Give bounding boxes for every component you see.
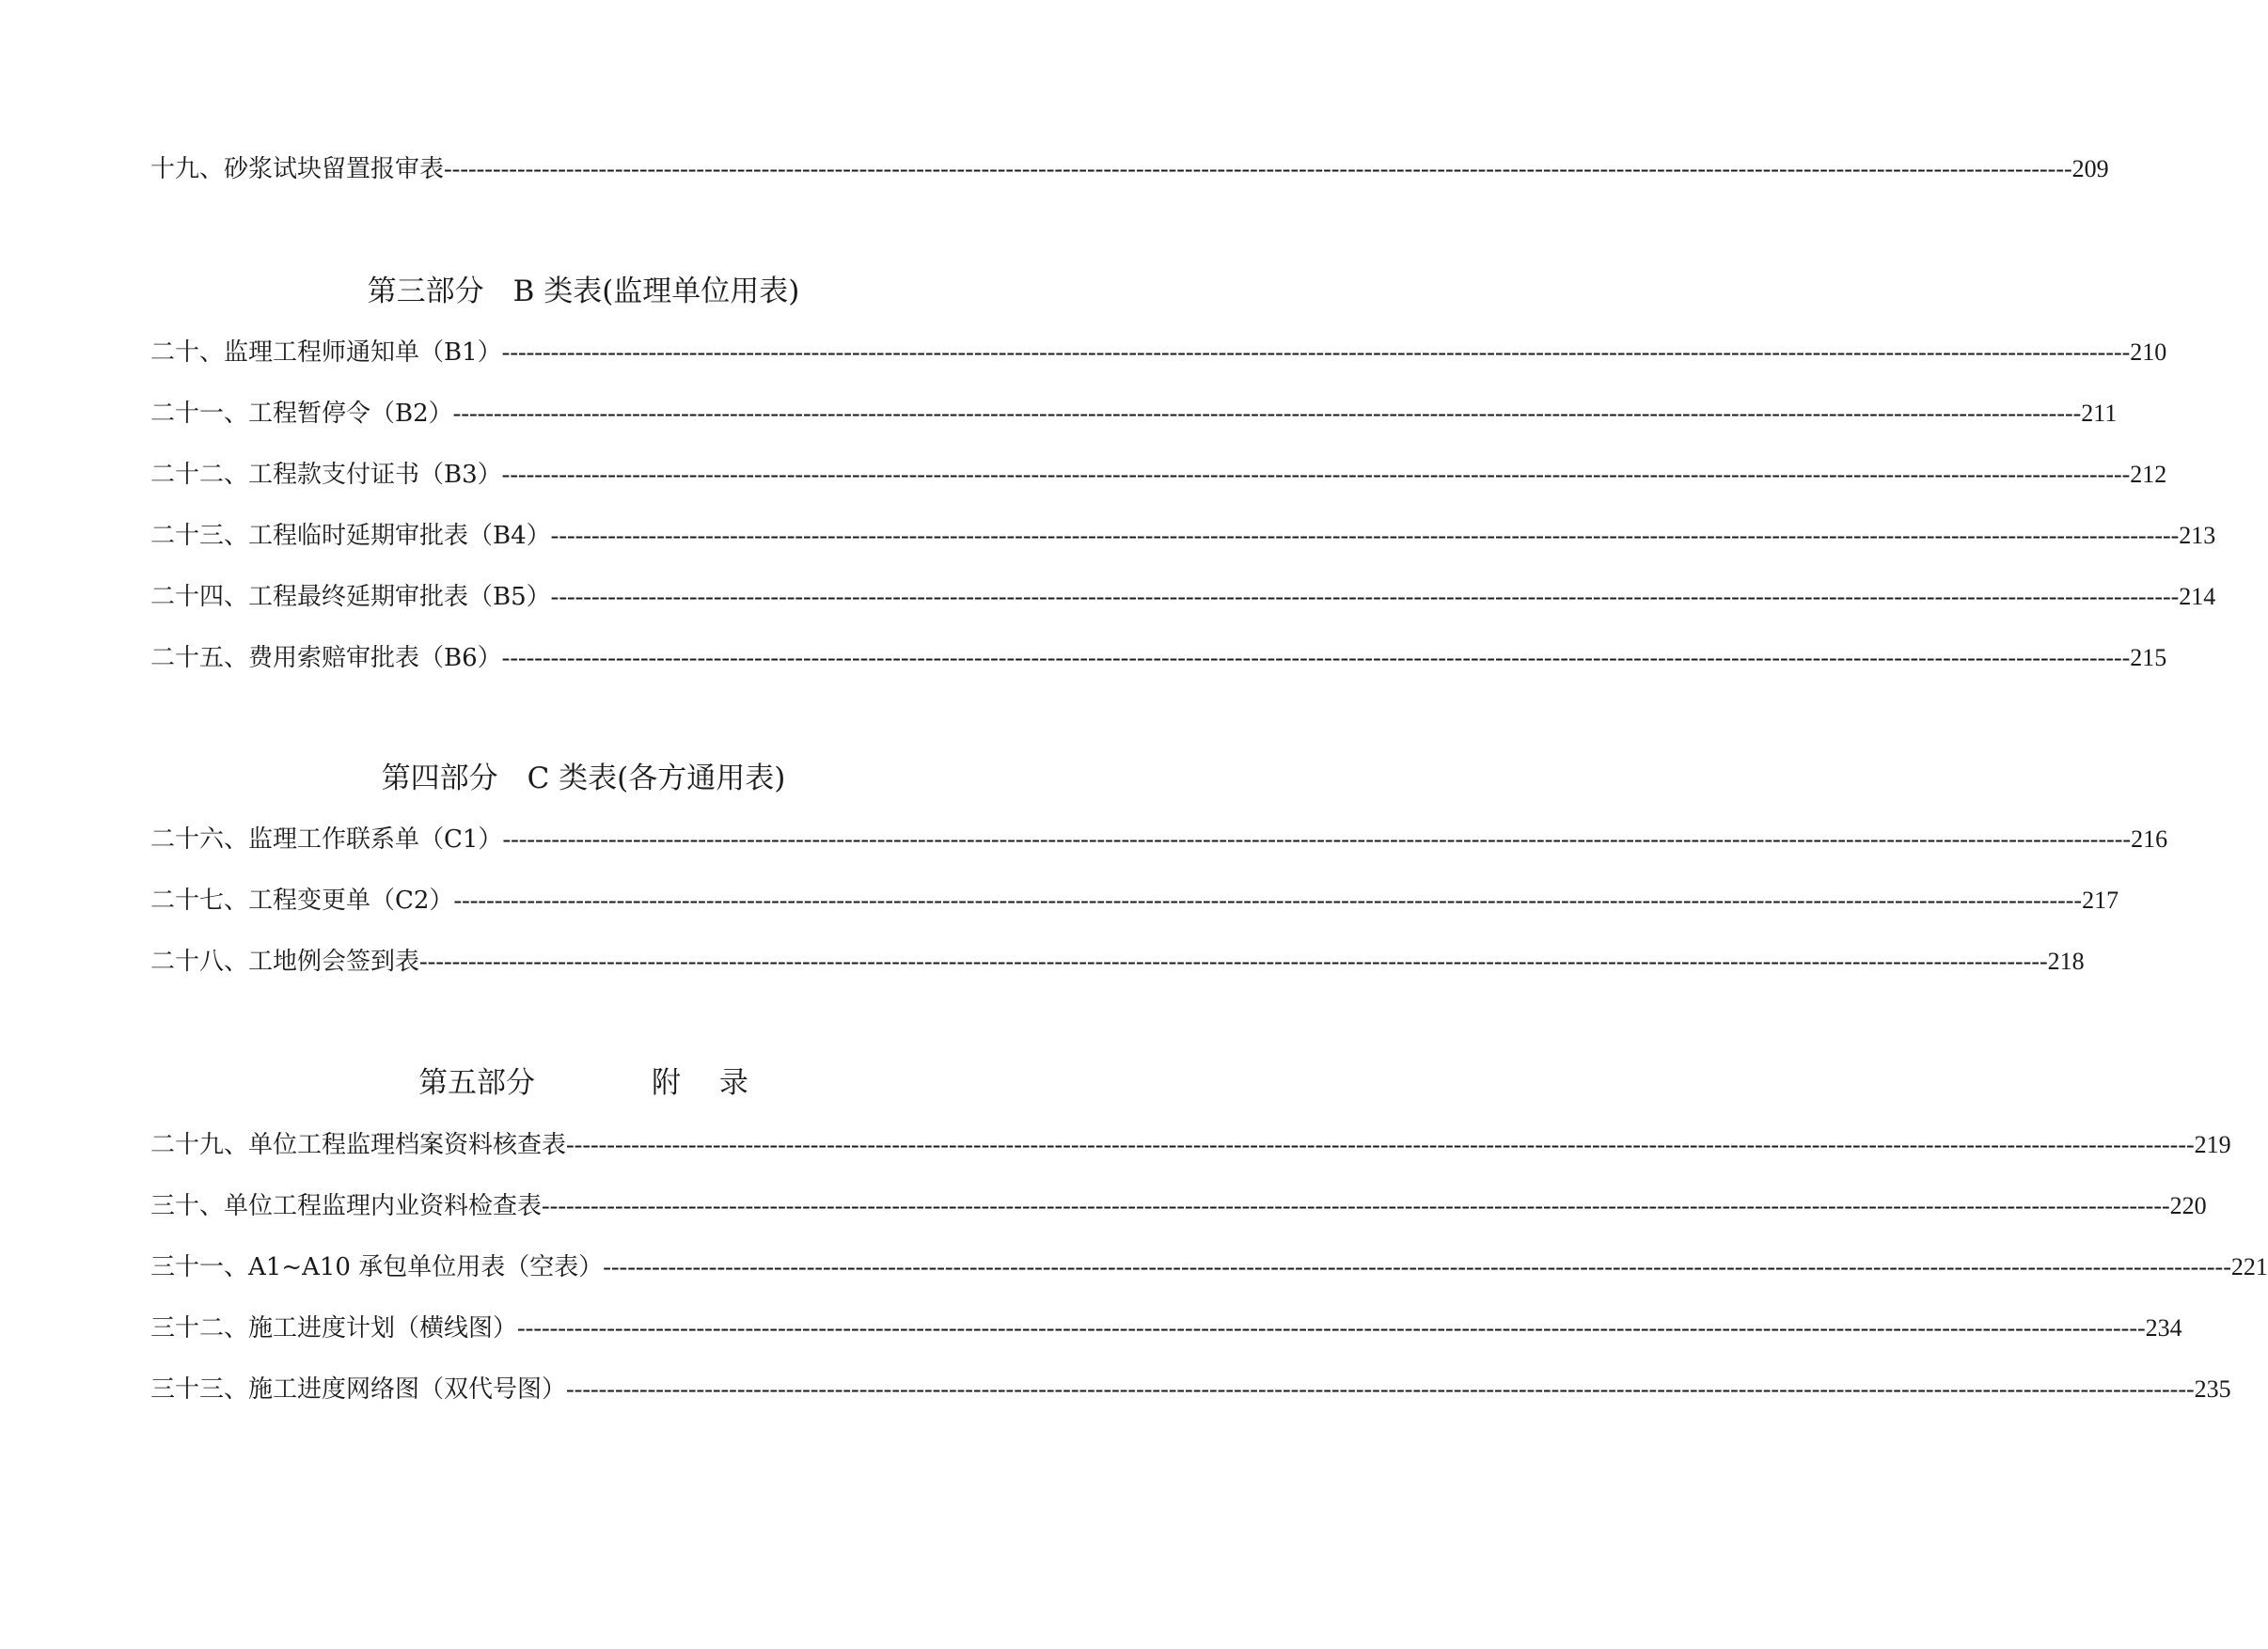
toc-entry-20 — [150, 334, 2167, 371]
toc-entry-title: 二十六、监理工作联系单（C1） — [150, 825, 503, 854]
toc-leader: -------------------------------------------------------------------------------------------------------------------------------------------------------------------------------------------------------- — [501, 461, 2131, 488]
toc-leader: -------------------------------------------------------------------------------------------------------------------------------------------------------------------------------------------------------- — [502, 825, 2132, 853]
toc-entry-19 — [150, 150, 2109, 188]
toc-entry-title: 三十三、施工进度网络图（双代号图） — [150, 1375, 567, 1404]
section-heading-c: 第四部分 C 类表(各方通用表) — [381, 762, 786, 795]
toc-entry-page: 212 — [2130, 461, 2167, 488]
toc-entry-31 — [150, 1249, 2268, 1286]
toc-entry-33 — [150, 1371, 2231, 1408]
toc-entry-23 — [150, 517, 2216, 555]
toc-entry-page: 218 — [2047, 948, 2085, 975]
toc-leader: -------------------------------------------------------------------------------------------------------------------------------------------------------------------------------------------------------- — [566, 1375, 2195, 1403]
toc-entry-title: 二十一、工程暂停令（B2） — [150, 400, 453, 428]
toc-entry-30 — [150, 1187, 2207, 1225]
toc-leader: -------------------------------------------------------------------------------------------------------------------------------------------------------------------------------------------------------- — [566, 1131, 2195, 1158]
toc-entry-title: 二十三、工程临时延期审批表（B4） — [150, 522, 551, 550]
toc-entry-title: 二十、监理工程师通知单（B1） — [150, 338, 502, 367]
toc-entry-title: 二十九、单位工程监理档案资料核查表 — [150, 1131, 567, 1159]
toc-entry-22 — [150, 456, 2167, 494]
toc-entry-27 — [150, 882, 2119, 919]
toc-entry-title: 二十二、工程款支付证书（B3） — [150, 461, 502, 489]
toc-entry-page: 220 — [2169, 1192, 2207, 1219]
toc-leader: -------------------------------------------------------------------------------------------------------------------------------------------------------------------------------------------------------- — [517, 1314, 2146, 1342]
toc-leader: -------------------------------------------------------------------------------------------------------------------------------------------------------------------------------------------------------- — [501, 338, 2131, 366]
toc-entry-page: 215 — [2130, 644, 2167, 671]
toc-entry-page: 216 — [2131, 825, 2168, 853]
toc-entry-page: 211 — [2081, 400, 2118, 427]
toc-leader: -------------------------------------------------------------------------------------------------------------------------------------------------------------------------------------------------------- — [501, 644, 2131, 671]
toc-entry-title: 三十、单位工程监理内业资料检查表 — [150, 1192, 543, 1220]
toc-leader: -------------------------------------------------------------------------------------------------------------------------------------------------------------------------------------------------------- — [542, 1192, 2170, 1219]
section-heading-appendix: 第五部分 附 录 — [418, 1066, 748, 1100]
toc-entry-32 — [150, 1310, 2182, 1347]
section-heading-b: 第三部分 B 类表(监理单位用表) — [367, 275, 800, 308]
toc-entry-page: 217 — [2082, 887, 2119, 914]
toc-leader: -------------------------------------------------------------------------------------------------------------------------------------------------------------------------------------------------------- — [550, 522, 2180, 549]
toc-entry-page: 219 — [2194, 1131, 2231, 1158]
toc-entry-28 — [150, 943, 2085, 981]
toc-entry-title: 二十七、工程变更单（C2） — [150, 887, 454, 915]
toc-entry-title: 二十四、工程最终延期审批表（B5） — [150, 583, 551, 611]
toc-entry-page: 213 — [2179, 522, 2216, 549]
toc-leader: -------------------------------------------------------------------------------------------------------------------------------------------------------------------------------------------------------- — [603, 1253, 2231, 1280]
toc-entry-page: 234 — [2145, 1314, 2182, 1342]
toc-entry-29 — [150, 1126, 2231, 1164]
toc-entry-21 — [150, 395, 2118, 432]
toc-entry-title: 三十一、A1~A10 承包单位用表（空表） — [150, 1253, 604, 1281]
toc-entry-title: 十九、砂浆试块留置报审表 — [150, 155, 445, 183]
toc-entry-page: 235 — [2194, 1375, 2231, 1403]
toc-leader: -------------------------------------------------------------------------------------------------------------------------------------------------------------------------------------------------------- — [453, 887, 2083, 914]
toc-entry-26 — [150, 821, 2168, 858]
toc-leader: -------------------------------------------------------------------------------------------------------------------------------------------------------------------------------------------------------- — [550, 583, 2180, 610]
toc-entry-page: 209 — [2071, 155, 2109, 182]
toc-entry-page: 214 — [2179, 583, 2216, 610]
toc-entry-24 — [150, 578, 2216, 616]
toc-leader: -------------------------------------------------------------------------------------------------------------------------------------------------------------------------------------------------------- — [419, 948, 2048, 975]
toc-leader: -------------------------------------------------------------------------------------------------------------------------------------------------------------------------------------------------------- — [452, 400, 2082, 427]
toc-entry-25 — [150, 639, 2167, 677]
toc-entry-title: 二十五、费用索赔审批表（B6） — [150, 644, 502, 672]
toc-entry-title: 二十八、工地例会签到表 — [150, 948, 420, 976]
toc-entry-page: 210 — [2130, 338, 2167, 366]
toc-entry-page: 221 — [2230, 1253, 2268, 1280]
toc-entry-title: 三十二、施工进度计划（横线图） — [150, 1314, 518, 1343]
toc-leader: -------------------------------------------------------------------------------------------------------------------------------------------------------------------------------------------------------- — [444, 155, 2072, 182]
